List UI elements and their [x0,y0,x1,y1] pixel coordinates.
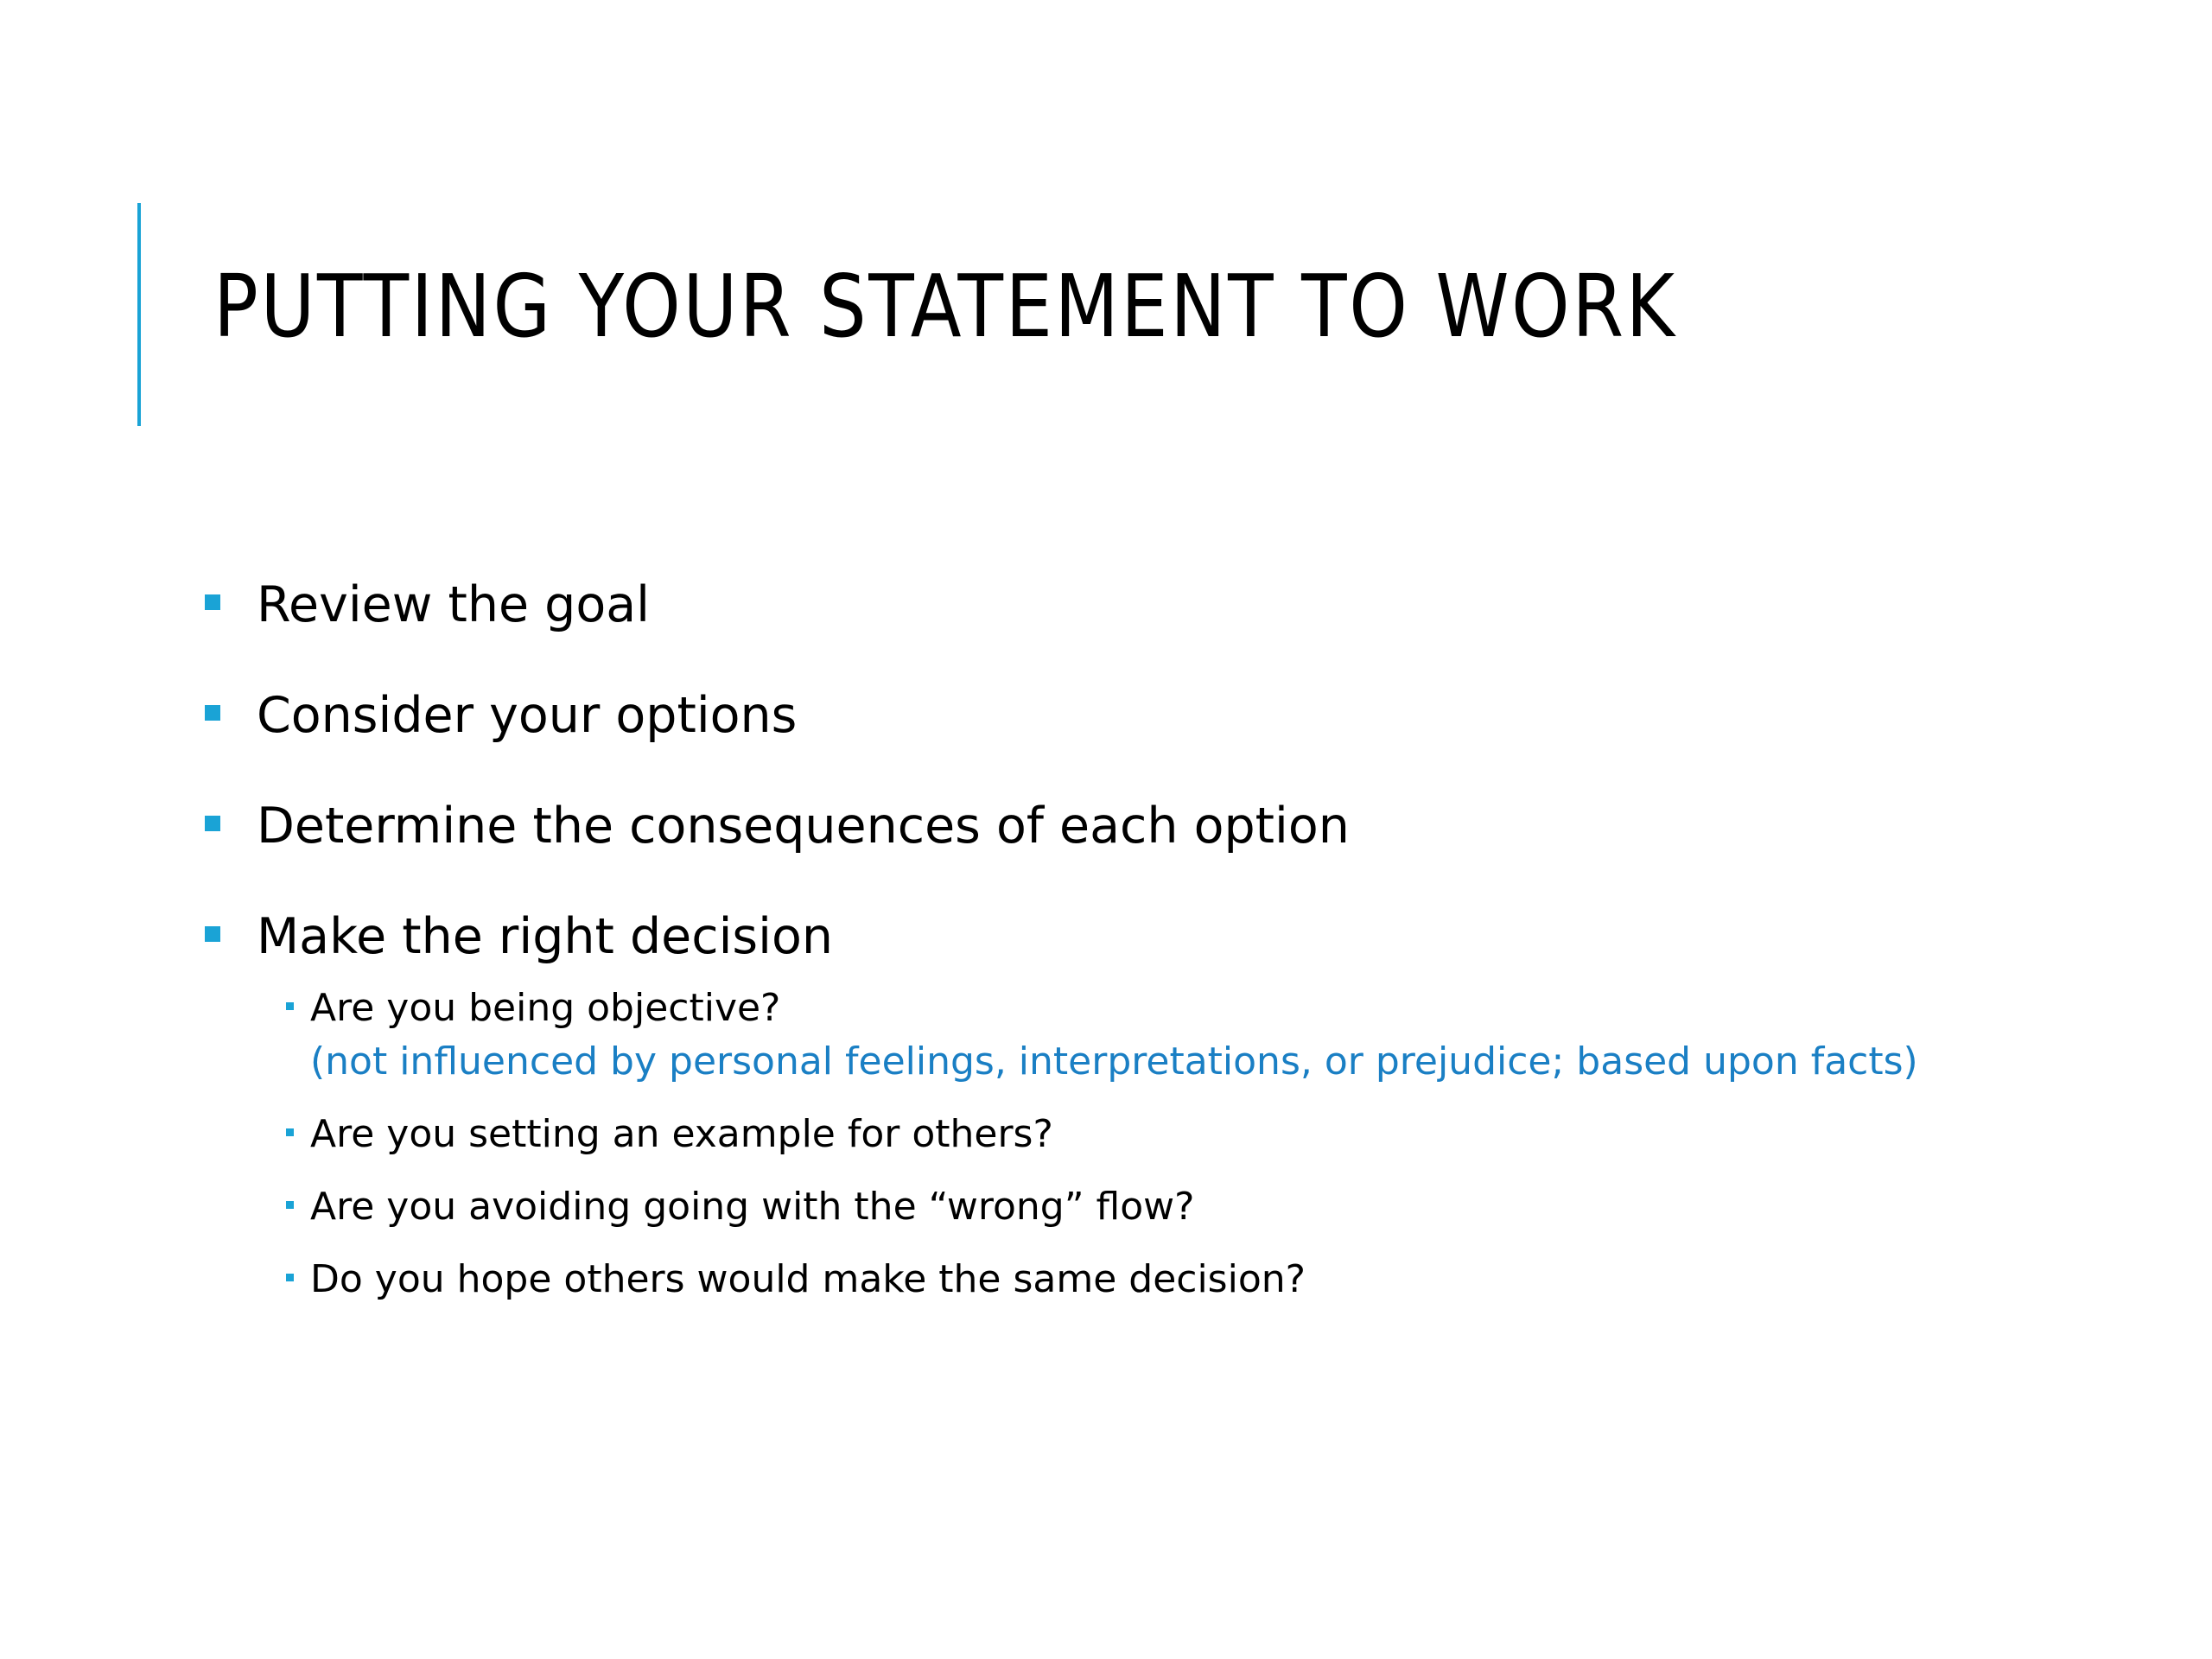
sub-bullet-wrong-flow [310,1180,1194,1234]
sub-bullet-text: Are you setting an example for others? [310,1112,1053,1156]
bullet-determine-consequences [257,796,1350,856]
square-bullet-icon [205,705,220,721]
bullet-make-right-decision [257,906,833,967]
square-bullet-icon [205,926,220,942]
bullet-text: Consider your options [257,687,798,744]
square-bullet-icon [205,594,220,610]
sub-bullet-same-decision [310,1253,1306,1306]
small-square-bullet-icon [286,1002,294,1010]
square-bullet-icon [205,816,220,831]
small-square-bullet-icon [286,1201,294,1209]
definition-note: (not influenced by personal feelings, interpretations, or prejudice; based upon facts) [310,1039,1918,1084]
sub-bullet-text: Are you avoiding going with the “wrong” flow? [310,1185,1195,1229]
small-square-bullet-icon [286,1128,294,1136]
slide-title: PUTTING YOUR STATEMENT TO WORK [213,256,1677,357]
sub-bullet-text: Are you being objective? [310,986,781,1030]
small-square-bullet-icon [286,1274,294,1281]
bullet-text: Make the right decision [257,908,833,965]
bullet-consider-options [257,685,797,746]
bullet-text: Review the goal [257,576,650,633]
sub-bullet-example [310,1108,1053,1161]
sub-bullet-objective [310,982,1918,1089]
sub-bullet-text: Do you hope others would make the same decision? [310,1257,1306,1301]
bullet-review-goal [257,575,650,635]
bullet-text: Determine the consequences of each option [257,798,1350,855]
